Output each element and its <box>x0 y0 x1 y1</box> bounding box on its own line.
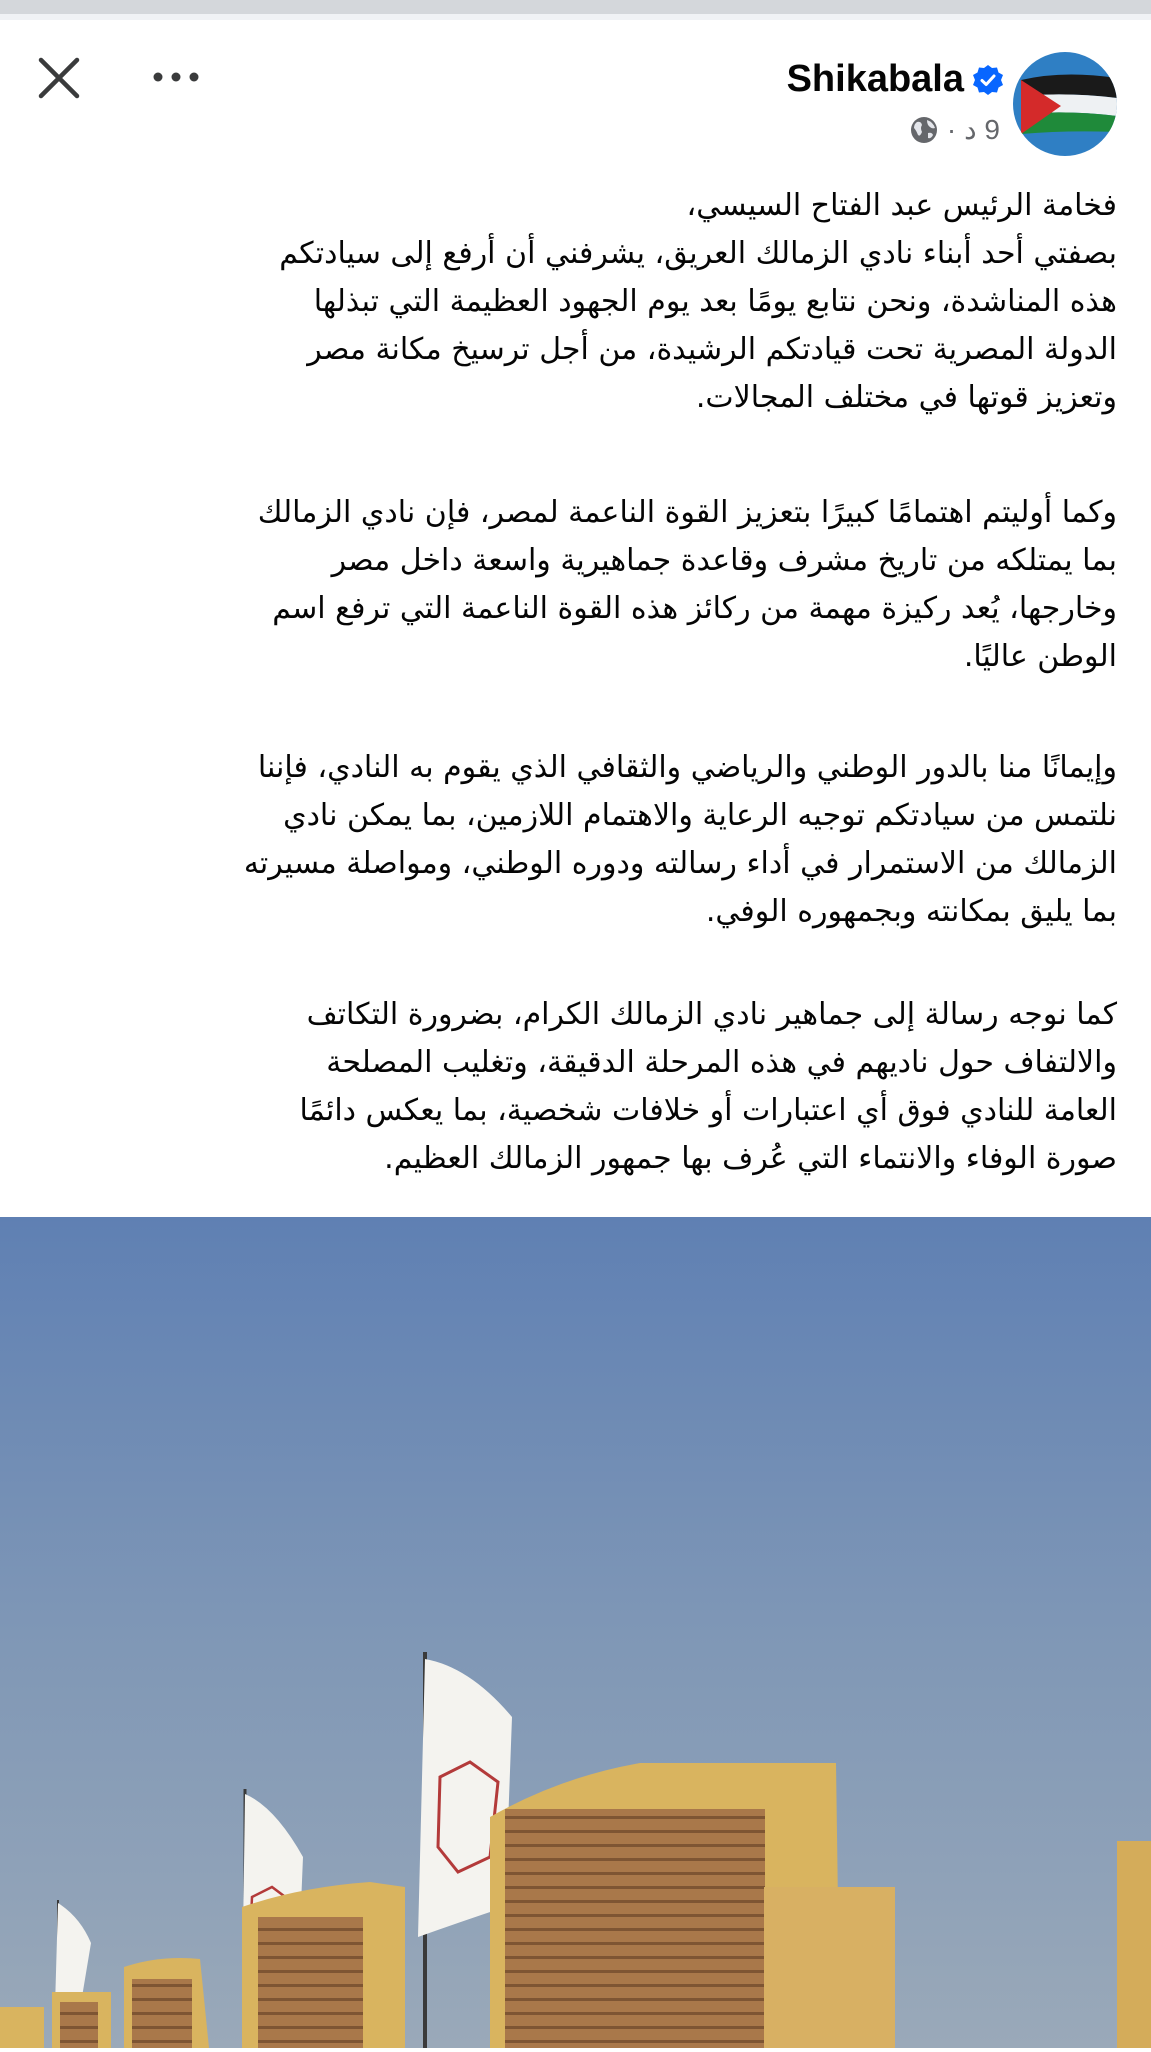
text-line: صورة الوفاء والانتماء التي عُرف بها جمهور الزمالك العظيم. <box>384 1141 1117 1176</box>
more-horizontal-icon <box>150 62 202 92</box>
author-avatar[interactable] <box>1013 52 1117 156</box>
text-line: وإيمانًا منا بالدور الوطني والرياضي والثقافي الذي يقوم به النادي، فإننا <box>257 750 1117 785</box>
text-line: كما نوجه رسالة إلى جماهير نادي الزمالك الكرام، بضرورة التكاتف <box>306 997 1117 1032</box>
post-paragraph <box>40 991 1117 1183</box>
text-line: الدولة المصرية تحت قيادتكم الرشيدة، من أجل ترسيخ مكانة مصر <box>307 332 1117 367</box>
text-line: فخامة الرئيس عبد الفتاح السيسي، <box>686 188 1117 223</box>
text-line: وخارجها، يُعد ركيزة مهمة من ركائز هذه القوة الناعمة التي ترفع اسم <box>272 591 1117 626</box>
text-line: الوطن عاليًا. <box>963 639 1117 674</box>
meta-separator: · <box>946 113 957 145</box>
text-line: الزمالك من الاستمرار في أداء رسالته ودوره الوطني، ومواصلة مسيرته <box>243 846 1117 881</box>
text-line: بصفتي أحد أبناء نادي الزمالك العريق، يشرفني أن أرفع إلى سيادتكم <box>279 236 1117 271</box>
post-meta <box>909 113 1000 146</box>
text-line: وتعزيز قوتها في مختلف المجالات. <box>695 380 1117 415</box>
top-divider-shadow <box>0 14 1151 20</box>
palestine-flag-avatar <box>1013 52 1117 156</box>
more-options-button[interactable] <box>150 62 202 92</box>
text-line: العامة للنادي فوق أي اعتبارات أو خلافات شخصية، بما يعكس دائمًا <box>299 1093 1117 1128</box>
text-line: وكما أوليتم اهتمامًا كبيرًا بتعزيز القوة الناعمة لمصر، فإن نادي الزمالك <box>257 495 1117 530</box>
post-paragraph <box>40 489 1117 681</box>
text-line: بما يمتلكه من تاريخ مشرف وقاعدة جماهيرية واسعة داخل مصر <box>331 543 1117 578</box>
close-icon <box>36 55 82 101</box>
text-line: بما يليق بمكانته وبجمهوره الوفي. <box>705 894 1117 929</box>
text-line: هذه المناشدة، ونحن نتابع يومًا بعد يوم الجهود العظيمة التي تبذلها <box>313 284 1117 319</box>
text-line: والالتفاف حول ناديهم في هذه المرحلة الدقيقة، وتغليب المصلحة <box>326 1045 1117 1080</box>
author-row <box>787 58 1004 101</box>
post-timestamp[interactable]: 9 د <box>964 114 1000 145</box>
top-divider <box>0 0 1151 14</box>
text-line: نلتمس من سيادتكم توجيه الرعاية والاهتمام اللازمين، بما يمكن نادي <box>283 798 1117 833</box>
zamalek-monuments-photo <box>0 1217 1151 2048</box>
post-paragraph <box>40 744 1117 936</box>
verified-badge-icon <box>972 64 1004 96</box>
author-name[interactable]: Shikabala <box>786 58 964 100</box>
close-button[interactable] <box>36 55 82 101</box>
post-photo[interactable] <box>0 1217 1151 2048</box>
globe-icon <box>909 115 939 145</box>
post-paragraph <box>40 182 1117 422</box>
